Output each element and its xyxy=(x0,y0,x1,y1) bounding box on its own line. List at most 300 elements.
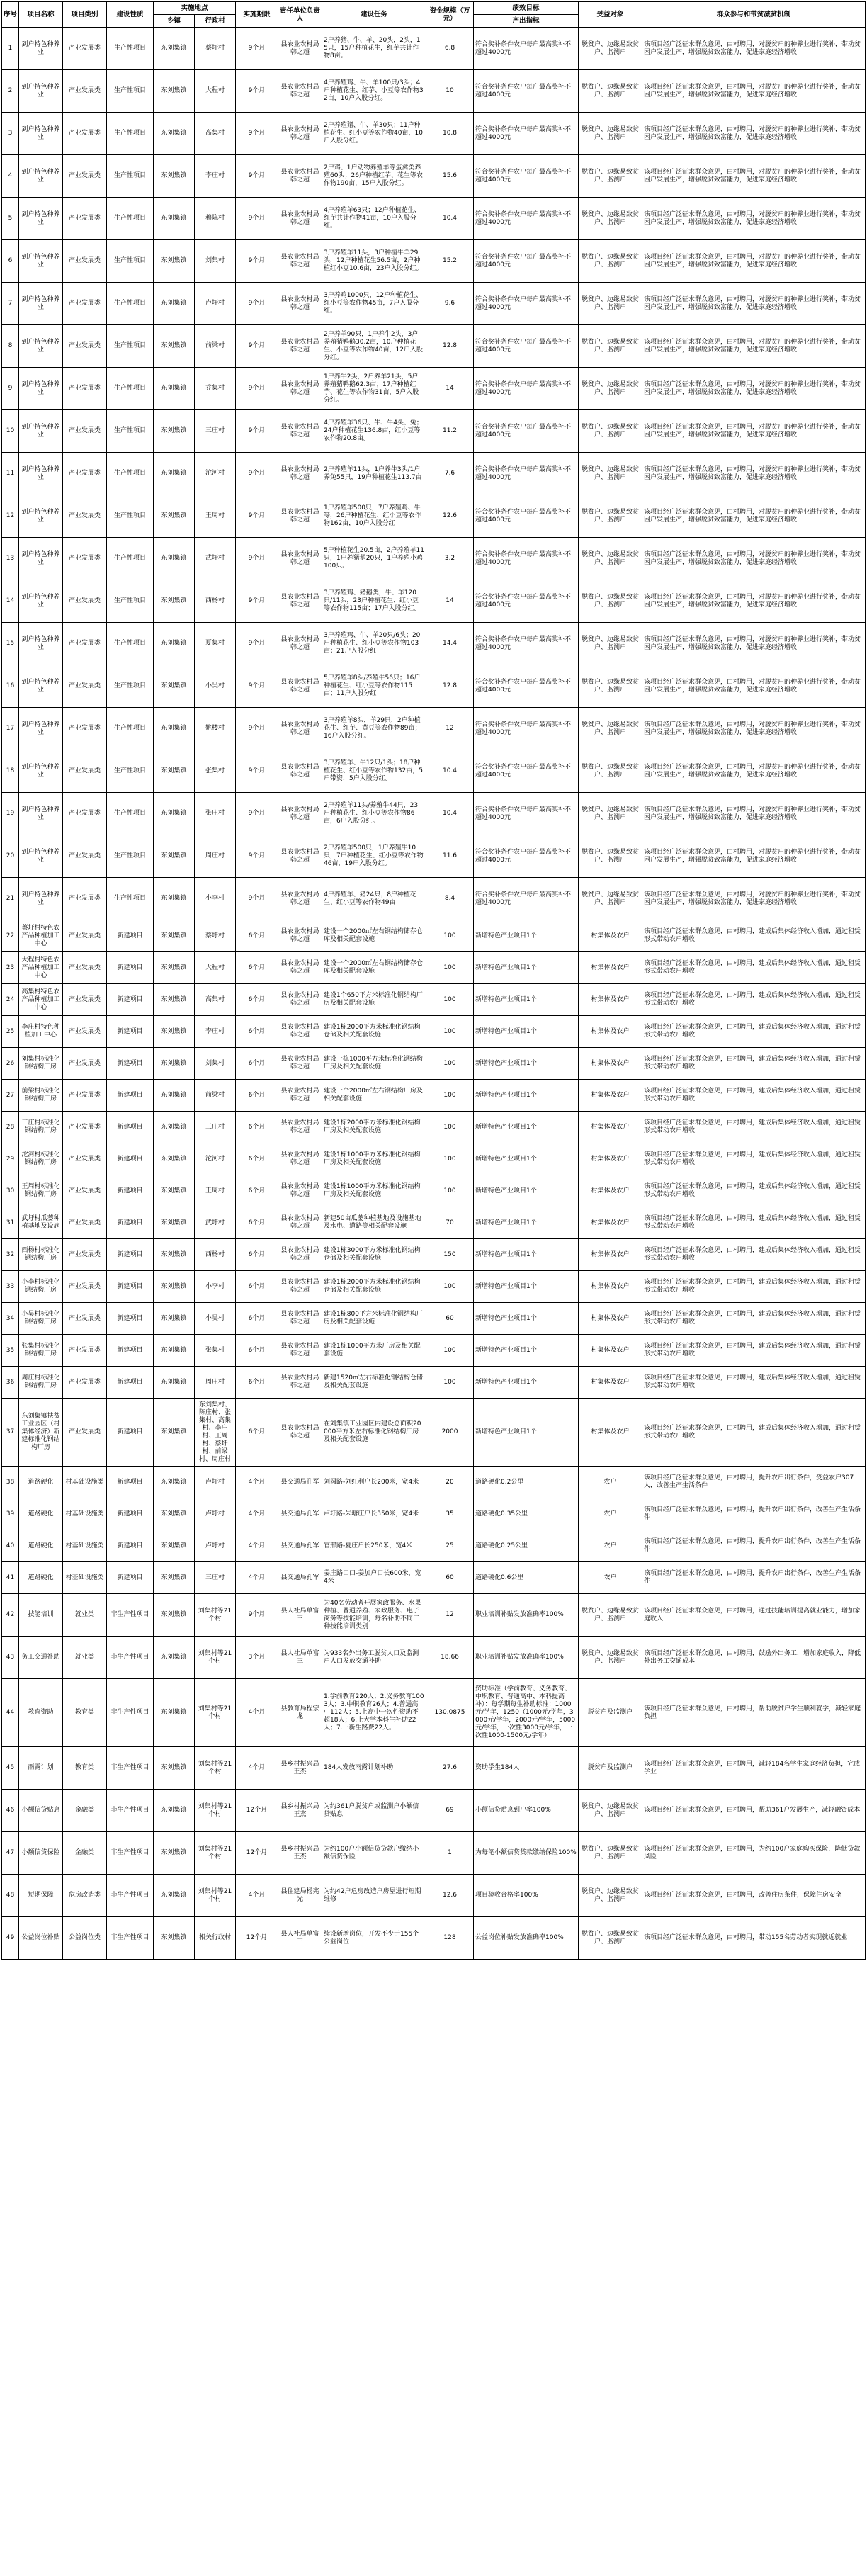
cell-name: 李庄村特色种植加工中心 xyxy=(19,1016,63,1048)
cell-target: 符合奖补条件农户每户最高奖补不超过4000元 xyxy=(474,155,579,198)
cell-no: 22 xyxy=(2,920,19,952)
cell-beneficiary: 脱贫户、边缘易致贫户、监测户 xyxy=(579,1875,642,1917)
cell-nature: 新建项目 xyxy=(107,1016,154,1048)
header-period: 实施期限 xyxy=(236,2,278,28)
cell-nature: 新建项目 xyxy=(107,1399,154,1467)
cell-category: 就业类 xyxy=(63,1594,107,1637)
cell-mechanism: 该项目经广泛征求群众意见，由村聘用，帮助361户发展生产，减轻融资成本 xyxy=(642,1790,866,1832)
cell-period: 6个月 xyxy=(236,1303,278,1335)
cell-nature: 新建项目 xyxy=(107,1239,154,1271)
cell-owner: 县农业农村局韩之超 xyxy=(278,580,322,623)
table-row xyxy=(2,1637,866,1679)
cell-beneficiary: 脱贫户、边缘易致贫户、监测户 xyxy=(579,410,642,453)
table-row xyxy=(2,1048,866,1080)
cell-category: 产业发展类 xyxy=(63,835,107,878)
cell-target: 新增特色产业项目1个 xyxy=(474,1239,579,1271)
cell-period: 6个月 xyxy=(236,1367,278,1399)
cell-owner: 县农业农村局韩之超 xyxy=(278,835,322,878)
cell-nature: 非生产性项目 xyxy=(107,1747,154,1790)
cell-owner: 县农业农村局韩之超 xyxy=(278,878,322,920)
cell-owner: 县农业农村局韩之超 xyxy=(278,920,322,952)
cell-fund: 69 xyxy=(426,1790,474,1832)
cell-nature: 非生产性项目 xyxy=(107,1790,154,1832)
cell-mechanism: 该项目经广泛征求群众意见，由村聘用，建成后集体经济收入增加，通过租赁形式带动农户增收 xyxy=(642,1335,866,1367)
cell-mechanism: 该项目经广泛征求群众意见，由村聘用，对脱贫户的种养业进行奖补，带动贫困户发展生产，增强脱贫致富能力，促进家庭经济增收 xyxy=(642,198,866,240)
cell-village: 姚楼村 xyxy=(195,708,236,750)
cell-name: 小李村标准化钢结构厂房 xyxy=(19,1271,63,1303)
cell-period: 6个月 xyxy=(236,1207,278,1239)
cell-owner: 县农业农村局韩之超 xyxy=(278,1016,322,1048)
cell-fund: 150 xyxy=(426,1239,474,1271)
cell-period: 9个月 xyxy=(236,410,278,453)
cell-period: 6个月 xyxy=(236,984,278,1016)
project-table-sheet xyxy=(1,1,865,1960)
cell-village: 刘集村等21个村 xyxy=(195,1747,236,1790)
table-row xyxy=(2,538,866,580)
cell-no: 6 xyxy=(2,240,19,283)
cell-village: 刘集村等21个村 xyxy=(195,1832,236,1875)
cell-task: 2户养殖羊500只，1户养殖牛10只，7户种植花生、红小豆等农作物46亩，19户入股分红。 xyxy=(322,835,426,878)
cell-category: 教育类 xyxy=(63,1679,107,1747)
cell-nature: 新建项目 xyxy=(107,1367,154,1399)
cell-mechanism: 该项目经广泛征求群众意见，由村聘用，对脱贫户的种养业进行奖补，带动贫困户发展生产，增强脱贫致富能力，促进家庭经济增收 xyxy=(642,708,866,750)
cell-category: 产业发展类 xyxy=(63,453,107,495)
cell-mechanism: 该项目经广泛征求群众意见，由村聘用，改善住房条件，保障住房安全 xyxy=(642,1875,866,1917)
cell-task: 2户养殖羊11头/养殖牛44只，23户种植花生、红小豆等农作物86亩，6户入股分红。 xyxy=(322,793,426,835)
table-row xyxy=(2,623,866,665)
cell-name: 到户特色种养业 xyxy=(19,283,63,325)
cell-nature: 生产性项目 xyxy=(107,70,154,113)
cell-category: 产业发展类 xyxy=(63,198,107,240)
cell-category: 村基础设施类 xyxy=(63,1498,107,1530)
cell-beneficiary: 村集体及农户 xyxy=(579,1016,642,1048)
cell-owner: 县农业农村局韩之超 xyxy=(278,1399,322,1467)
cell-task: 新建50亩瓜蒌种植基地及设施基地及水电、道路等相关配套设施 xyxy=(322,1207,426,1239)
cell-town: 东刘集镇 xyxy=(154,952,195,984)
cell-town: 东刘集镇 xyxy=(154,1048,195,1080)
cell-no: 48 xyxy=(2,1875,19,1917)
cell-fund: 11.2 xyxy=(426,410,474,453)
cell-town: 东刘集镇 xyxy=(154,1175,195,1207)
table-row xyxy=(2,1399,866,1467)
cell-fund: 60 xyxy=(426,1562,474,1594)
cell-period: 9个月 xyxy=(236,28,278,70)
cell-period: 6个月 xyxy=(236,1080,278,1112)
cell-village: 刘集村等21个村 xyxy=(195,1790,236,1832)
table-body xyxy=(2,28,866,1960)
cell-nature: 生产性项目 xyxy=(107,750,154,793)
cell-town: 东刘集镇 xyxy=(154,1594,195,1637)
cell-category: 产业发展类 xyxy=(63,984,107,1016)
cell-owner: 县农业农村局韩之超 xyxy=(278,1175,322,1207)
cell-village: 刘集村等21个村 xyxy=(195,1637,236,1679)
cell-no: 26 xyxy=(2,1048,19,1080)
cell-village: 沱河村 xyxy=(195,453,236,495)
cell-fund: 2000 xyxy=(426,1399,474,1467)
cell-village: 小吴村 xyxy=(195,1303,236,1335)
cell-period: 4个月 xyxy=(236,1498,278,1530)
table-row xyxy=(2,1747,866,1790)
header-mechanism: 群众参与和带贫减贫机制 xyxy=(642,2,866,28)
cell-task: 184人发放雨露计划补助 xyxy=(322,1747,426,1790)
table-row xyxy=(2,1080,866,1112)
cell-name: 蔡圩村特色农产品种植加工中心 xyxy=(19,920,63,952)
cell-village: 三庄村 xyxy=(195,410,236,453)
cell-town: 东刘集镇 xyxy=(154,878,195,920)
cell-task: 1户养殖羊500只，7户养殖鸡、牛等，26户种植花生、红小豆等农作物162亩，10户入股分红 xyxy=(322,495,426,538)
header-target-sub: 产出指标 xyxy=(474,15,579,28)
cell-target: 职业培训补贴发放准确率100% xyxy=(474,1594,579,1637)
cell-village: 小李村 xyxy=(195,878,236,920)
cell-nature: 非生产性项目 xyxy=(107,1917,154,1960)
cell-nature: 新建项目 xyxy=(107,1175,154,1207)
cell-name: 到户特色种养业 xyxy=(19,665,63,708)
cell-name: 前梁村标准化钢结构厂房 xyxy=(19,1080,63,1112)
cell-fund: 100 xyxy=(426,1048,474,1080)
cell-village: 周庄村 xyxy=(195,835,236,878)
cell-nature: 新建项目 xyxy=(107,1080,154,1112)
cell-town: 东刘集镇 xyxy=(154,835,195,878)
cell-name: 到户特色种养业 xyxy=(19,835,63,878)
cell-beneficiary: 村集体及农户 xyxy=(579,1175,642,1207)
cell-fund: 12 xyxy=(426,708,474,750)
project-table xyxy=(1,1,866,1960)
table-row xyxy=(2,1303,866,1335)
cell-target: 新增特色产业项目1个 xyxy=(474,1399,579,1467)
cell-fund: 9.6 xyxy=(426,283,474,325)
cell-beneficiary: 农户 xyxy=(579,1467,642,1498)
cell-task: 刘圆路-刘红利户长200米，宽4米 xyxy=(322,1467,426,1498)
cell-fund: 12.6 xyxy=(426,1875,474,1917)
table-row xyxy=(2,1175,866,1207)
cell-mechanism: 该项目经广泛征求群众意见，由村聘用，对脱贫户的种养业进行奖补，带动贫困户发展生产，增强脱贫致富能力，促进家庭经济增收 xyxy=(642,410,866,453)
cell-mechanism: 该项目经广泛征求群众意见，由村聘用，建成后集体经济收入增加，通过租赁形式带动农户增收 xyxy=(642,1207,866,1239)
cell-period: 9个月 xyxy=(236,750,278,793)
cell-owner: 县农业农村局韩之超 xyxy=(278,283,322,325)
cell-mechanism: 该项目经广泛征求群众意见，由村聘用，建成后集体经济收入增加，通过租赁形式带动农户增收 xyxy=(642,1112,866,1143)
cell-owner: 县交通局孔军 xyxy=(278,1498,322,1530)
cell-target: 项目验收合格率100% xyxy=(474,1875,579,1917)
cell-task: 建设1栋2000平方米标准化钢结构仓储及相关配套设施 xyxy=(322,1271,426,1303)
cell-target: 道路硬化0.25公里 xyxy=(474,1530,579,1562)
cell-name: 到户特色种养业 xyxy=(19,878,63,920)
cell-category: 村基础设施类 xyxy=(63,1530,107,1562)
cell-mechanism: 该项目经广泛征求群众意见，由村聘用，建成后集体经济收入增加，通过租赁形式带动农户增收 xyxy=(642,920,866,952)
cell-nature: 非生产性项目 xyxy=(107,1679,154,1747)
cell-town: 东刘集镇 xyxy=(154,1498,195,1530)
cell-mechanism: 该项目经广泛征求群众意见，由村聘用，对脱贫户的种养业进行奖补，带动贫困户发展生产，增强脱贫致富能力，促进家庭经济增收 xyxy=(642,793,866,835)
cell-task: 官邢路-夏庄户长250米，宽4米 xyxy=(322,1530,426,1562)
cell-target: 符合奖补条件农户每户最高奖补不超过4000元 xyxy=(474,410,579,453)
cell-period: 9个月 xyxy=(236,70,278,113)
cell-fund: 18.66 xyxy=(426,1637,474,1679)
cell-category: 产业发展类 xyxy=(63,1399,107,1467)
cell-task: 姜庄路口口-姜加户口长600米，宽4米 xyxy=(322,1562,426,1594)
cell-category: 产业发展类 xyxy=(63,708,107,750)
cell-task: 建设1栋800平方米标准化钢结构厂房及相关配套设施 xyxy=(322,1303,426,1335)
cell-owner: 县交通局孔军 xyxy=(278,1467,322,1498)
cell-village: 三庄村 xyxy=(195,1562,236,1594)
cell-category: 产业发展类 xyxy=(63,1143,107,1175)
cell-name: 到户特色种养业 xyxy=(19,198,63,240)
cell-period: 6个月 xyxy=(236,1048,278,1080)
cell-task: 3户养鸡1000只，12户种植花生、红小豆等农作物45亩，7户入股分红。 xyxy=(322,283,426,325)
table-row xyxy=(2,155,866,198)
cell-fund: 10 xyxy=(426,70,474,113)
cell-beneficiary: 村集体及农户 xyxy=(579,1048,642,1080)
cell-fund: 15.2 xyxy=(426,240,474,283)
cell-no: 18 xyxy=(2,750,19,793)
table-row xyxy=(2,1016,866,1048)
table-row xyxy=(2,113,866,155)
cell-name: 高集村特色农产品种植加工中心 xyxy=(19,984,63,1016)
table-row xyxy=(2,835,866,878)
cell-mechanism: 该项目经广泛征求群众意见，由村聘用，提升农户出行条件，受益农户307人，改善生产生活条件 xyxy=(642,1467,866,1498)
cell-period: 9个月 xyxy=(236,708,278,750)
cell-beneficiary: 村集体及农户 xyxy=(579,1112,642,1143)
cell-name: 公益岗位补贴 xyxy=(19,1917,63,1960)
cell-village: 卢圩村 xyxy=(195,283,236,325)
table-row xyxy=(2,1207,866,1239)
cell-no: 46 xyxy=(2,1790,19,1832)
cell-no: 27 xyxy=(2,1080,19,1112)
cell-period: 9个月 xyxy=(236,240,278,283)
cell-village: 西杨村 xyxy=(195,1239,236,1271)
cell-no: 45 xyxy=(2,1747,19,1790)
header-village: 行政村 xyxy=(195,15,236,28)
table-row xyxy=(2,920,866,952)
cell-beneficiary: 脱贫户、边缘易致贫户、监测户 xyxy=(579,1790,642,1832)
cell-town: 东刘集镇 xyxy=(154,1399,195,1467)
cell-mechanism: 该项目经广泛征求群众意见，由村聘用，建成后集体经济收入增加，通过租赁形式带动农户增收 xyxy=(642,1143,866,1175)
cell-owner: 县教育局程宗龙 xyxy=(278,1679,322,1747)
cell-town: 东刘集镇 xyxy=(154,1637,195,1679)
cell-village: 卢圩村 xyxy=(195,1498,236,1530)
cell-town: 东刘集镇 xyxy=(154,1335,195,1367)
cell-mechanism: 该项目经广泛征求群众意见，由村聘用，对脱贫户的种养业进行奖补，带动贫困户发展生产，增强脱贫致富能力，促进家庭经济增收 xyxy=(642,368,866,410)
cell-owner: 县交通局孔军 xyxy=(278,1530,322,1562)
cell-town: 东刘集镇 xyxy=(154,368,195,410)
cell-category: 产业发展类 xyxy=(63,952,107,984)
cell-village: 张集村 xyxy=(195,1335,236,1367)
cell-mechanism: 该项目经广泛征求群众意见，由村聘用，提升农户出行条件，改善生产生活条件 xyxy=(642,1498,866,1530)
cell-period: 6个月 xyxy=(236,1016,278,1048)
cell-beneficiary: 脱贫户、边缘易致贫户、监测户 xyxy=(579,580,642,623)
cell-category: 教育类 xyxy=(63,1747,107,1790)
cell-no: 16 xyxy=(2,665,19,708)
cell-fund: 1 xyxy=(426,1832,474,1875)
cell-mechanism: 该项目经广泛征求群众意见，由村聘用，对脱贫户的种养业进行奖补，带动贫困户发展生产，增强脱贫致富能力，促进家庭经济增收 xyxy=(642,665,866,708)
cell-beneficiary: 脱贫户、边缘易致贫户、监测户 xyxy=(579,665,642,708)
cell-town: 东刘集镇 xyxy=(154,410,195,453)
cell-target: 资助标准（学前教育、义务教育、中职教育、普通高中、本科提高补）：每学期每生补助标准：1000元/学年，1250（1000元/学年，3000元/学年，2000元/学年，5000元/学年，一次性3000元/学年，一次性1000-1500元/学年） xyxy=(474,1679,579,1747)
cell-name: 道路硬化 xyxy=(19,1498,63,1530)
cell-target: 符合奖补条件农户每户最高奖补不超过4000元 xyxy=(474,708,579,750)
cell-name: 到户特色种养业 xyxy=(19,113,63,155)
cell-task: 建设一个2000㎡左右钢结构储存仓库及相关配套设施 xyxy=(322,952,426,984)
cell-task: 4户养殖鸡、牛、羊100只/3头；4户种植花生、红芋、小豆等农作物32亩，10户入股分红。 xyxy=(322,70,426,113)
cell-nature: 生产性项目 xyxy=(107,410,154,453)
cell-no: 17 xyxy=(2,708,19,750)
cell-task: 建设一个2000㎡左右钢结构储存仓库及相关配套设施 xyxy=(322,920,426,952)
cell-target: 符合奖补条件农户每户最高奖补不超过4000元 xyxy=(474,623,579,665)
cell-target: 新增特色产业项目1个 xyxy=(474,1303,579,1335)
cell-beneficiary: 村集体及农户 xyxy=(579,1303,642,1335)
cell-fund: 100 xyxy=(426,984,474,1016)
cell-no: 36 xyxy=(2,1367,19,1399)
table-row xyxy=(2,283,866,325)
cell-nature: 非生产性项目 xyxy=(107,1832,154,1875)
cell-town: 东刘集镇 xyxy=(154,240,195,283)
cell-town: 东刘集镇 xyxy=(154,1467,195,1498)
cell-category: 产业发展类 xyxy=(63,1112,107,1143)
cell-period: 9个月 xyxy=(236,155,278,198)
table-row xyxy=(2,708,866,750)
cell-task: 3户养殖鸡、牛、羊20只/6头；20户种植花生、红小豆等农作物103亩；21户入股分红 xyxy=(322,623,426,665)
cell-category: 村基础设施类 xyxy=(63,1562,107,1594)
cell-category: 产业发展类 xyxy=(63,665,107,708)
cell-mechanism: 该项目经广泛征求群众意见，由村聘用，对脱贫户的种养业进行奖补，带动贫困户发展生产，增强脱贫致富能力，促进家庭经济增收 xyxy=(642,113,866,155)
cell-village: 西杨村 xyxy=(195,580,236,623)
cell-task: 5户种植花生20.5亩，2户养殖羊11只，1户养猪鹅20只，1户养殖小鸡100只。 xyxy=(322,538,426,580)
cell-village: 张集村 xyxy=(195,750,236,793)
table-header xyxy=(2,2,866,28)
cell-target: 新增特色产业项目1个 xyxy=(474,1016,579,1048)
cell-target: 符合奖补条件农户每户最高奖补不超过4000元 xyxy=(474,580,579,623)
cell-target: 符合奖补条件农户每户最高奖补不超过4000元 xyxy=(474,793,579,835)
cell-town: 东刘集镇 xyxy=(154,1530,195,1562)
cell-fund: 10.4 xyxy=(426,198,474,240)
cell-fund: 12.6 xyxy=(426,495,474,538)
cell-owner: 县农业农村局韩之超 xyxy=(278,1143,322,1175)
cell-period: 6个月 xyxy=(236,1239,278,1271)
cell-task: 在刘集镇工业园区内建设总面积20000平方米左右标准化钢结构厂房及相关配套设施 xyxy=(322,1399,426,1467)
cell-task: 3户养殖羊11头，3户种植牛羊29头，12户种植花生56.5亩，2户种植红小豆10.6亩，23户入股分红。 xyxy=(322,240,426,283)
cell-name: 到户特色种养业 xyxy=(19,538,63,580)
cell-nature: 新建项目 xyxy=(107,1498,154,1530)
cell-task: 4户养殖羊、猪24只；8户种植花生、红小豆等农作物49亩 xyxy=(322,878,426,920)
cell-target: 道路硬化0.2公里 xyxy=(474,1467,579,1498)
cell-target: 符合奖补条件农户每户最高奖补不超过4000元 xyxy=(474,198,579,240)
cell-name: 沱河村标准化钢结构厂房 xyxy=(19,1143,63,1175)
cell-target: 公益岗位补贴发放准确率100% xyxy=(474,1917,579,1960)
cell-owner: 县人社局单富三 xyxy=(278,1637,322,1679)
cell-period: 9个月 xyxy=(236,623,278,665)
table-row xyxy=(2,240,866,283)
cell-owner: 县人社局单富三 xyxy=(278,1917,322,1960)
cell-category: 村基础设施类 xyxy=(63,1467,107,1498)
cell-no: 42 xyxy=(2,1594,19,1637)
cell-nature: 生产性项目 xyxy=(107,538,154,580)
cell-category: 产业发展类 xyxy=(63,1335,107,1367)
cell-name: 到户特色种养业 xyxy=(19,793,63,835)
cell-town: 东刘集镇 xyxy=(154,708,195,750)
cell-village: 刘集村等21个村 xyxy=(195,1679,236,1747)
cell-name: 技能培训 xyxy=(19,1594,63,1637)
cell-town: 东刘集镇 xyxy=(154,155,195,198)
cell-village: 李庄村 xyxy=(195,1016,236,1048)
cell-owner: 县农业农村局韩之超 xyxy=(278,113,322,155)
table-row xyxy=(2,1498,866,1530)
cell-mechanism: 该项目经广泛征求群众意见，由村聘用，对脱贫户的种养业进行奖补，带动贫困户发展生产，增强脱贫致富能力，促进家庭经济增收 xyxy=(642,750,866,793)
cell-owner: 县农业农村局韩之超 xyxy=(278,495,322,538)
cell-village: 沱河村 xyxy=(195,1143,236,1175)
cell-fund: 14.4 xyxy=(426,623,474,665)
cell-category: 产业发展类 xyxy=(63,1048,107,1080)
cell-target: 符合奖补条件农户每户最高奖补不超过4000元 xyxy=(474,538,579,580)
cell-task: 3户养殖羊、牛12只/1头；18户种植花生、红小豆等农作物132亩，5户带资，5户入股分红。 xyxy=(322,750,426,793)
cell-category: 产业发展类 xyxy=(63,750,107,793)
cell-owner: 县农业农村局韩之超 xyxy=(278,1239,322,1271)
cell-name: 到户特色种养业 xyxy=(19,28,63,70)
cell-fund: 6.8 xyxy=(426,28,474,70)
cell-fund: 100 xyxy=(426,920,474,952)
cell-fund: 128 xyxy=(426,1917,474,1960)
cell-town: 东刘集镇 xyxy=(154,984,195,1016)
cell-target: 符合奖补条件农户每户最高奖补不超过4000元 xyxy=(474,325,579,368)
cell-owner: 县乡村振兴局王杰 xyxy=(278,1790,322,1832)
cell-name: 到户特色种养业 xyxy=(19,750,63,793)
cell-nature: 生产性项目 xyxy=(107,325,154,368)
cell-fund: 100 xyxy=(426,1271,474,1303)
cell-village: 周庄村 xyxy=(195,1367,236,1399)
table-row xyxy=(2,1679,866,1747)
cell-no: 10 xyxy=(2,410,19,453)
cell-fund: 10.4 xyxy=(426,750,474,793)
cell-town: 东刘集镇 xyxy=(154,1679,195,1747)
table-row xyxy=(2,1467,866,1498)
cell-town: 东刘集镇 xyxy=(154,113,195,155)
table-row xyxy=(2,410,866,453)
cell-name: 小额信贷贴息 xyxy=(19,1790,63,1832)
cell-task: 1.学前教育220人；2.义务教育1003人；3.中职教育26人；4.普通高中112人；5.上高中一次性资助不超18人；6.上大学本科生补助22人；7.一新生路费22人。 xyxy=(322,1679,426,1747)
cell-fund: 100 xyxy=(426,1143,474,1175)
cell-no: 28 xyxy=(2,1112,19,1143)
cell-mechanism: 该项目经广泛征求群众意见，由村聘用，鼓励外出务工，增加家庭收入，降低外出务工交通成本 xyxy=(642,1637,866,1679)
table-row xyxy=(2,580,866,623)
cell-category: 产业发展类 xyxy=(63,410,107,453)
cell-village: 高集村 xyxy=(195,113,236,155)
cell-target: 资助学生184人 xyxy=(474,1747,579,1790)
cell-target: 符合奖补条件农户每户最高奖补不超过4000元 xyxy=(474,283,579,325)
cell-fund: 7.6 xyxy=(426,453,474,495)
cell-village: 王周村 xyxy=(195,495,236,538)
cell-period: 4个月 xyxy=(236,1467,278,1498)
cell-beneficiary: 脱贫户、边缘易致贫户、监测户 xyxy=(579,623,642,665)
cell-target: 新增特色产业项目1个 xyxy=(474,1112,579,1143)
cell-nature: 非生产性项目 xyxy=(107,1875,154,1917)
cell-beneficiary: 脱贫户、边缘易致贫户、监测户 xyxy=(579,453,642,495)
cell-town: 东刘集镇 xyxy=(154,325,195,368)
table-row xyxy=(2,198,866,240)
cell-mechanism: 该项目经广泛征求群众意见，由村聘用，建成后集体经济收入增加，通过租赁形式带动农户增收 xyxy=(642,1271,866,1303)
cell-period: 9个月 xyxy=(236,368,278,410)
cell-fund: 8.4 xyxy=(426,878,474,920)
cell-owner: 县农业农村局韩之超 xyxy=(278,708,322,750)
cell-period: 9个月 xyxy=(236,325,278,368)
cell-town: 东刘集镇 xyxy=(154,1112,195,1143)
cell-name: 到户特色种养业 xyxy=(19,368,63,410)
cell-target: 符合奖补条件农户每户最高奖补不超过4000元 xyxy=(474,113,579,155)
cell-category: 产业发展类 xyxy=(63,325,107,368)
cell-period: 9个月 xyxy=(236,580,278,623)
cell-owner: 县农业农村局韩之超 xyxy=(278,70,322,113)
cell-category: 产业发展类 xyxy=(63,368,107,410)
cell-nature: 新建项目 xyxy=(107,952,154,984)
cell-task: 建设1栋1000平方米厂房及相关配套设施 xyxy=(322,1335,426,1367)
table-row xyxy=(2,368,866,410)
cell-period: 6个月 xyxy=(236,920,278,952)
